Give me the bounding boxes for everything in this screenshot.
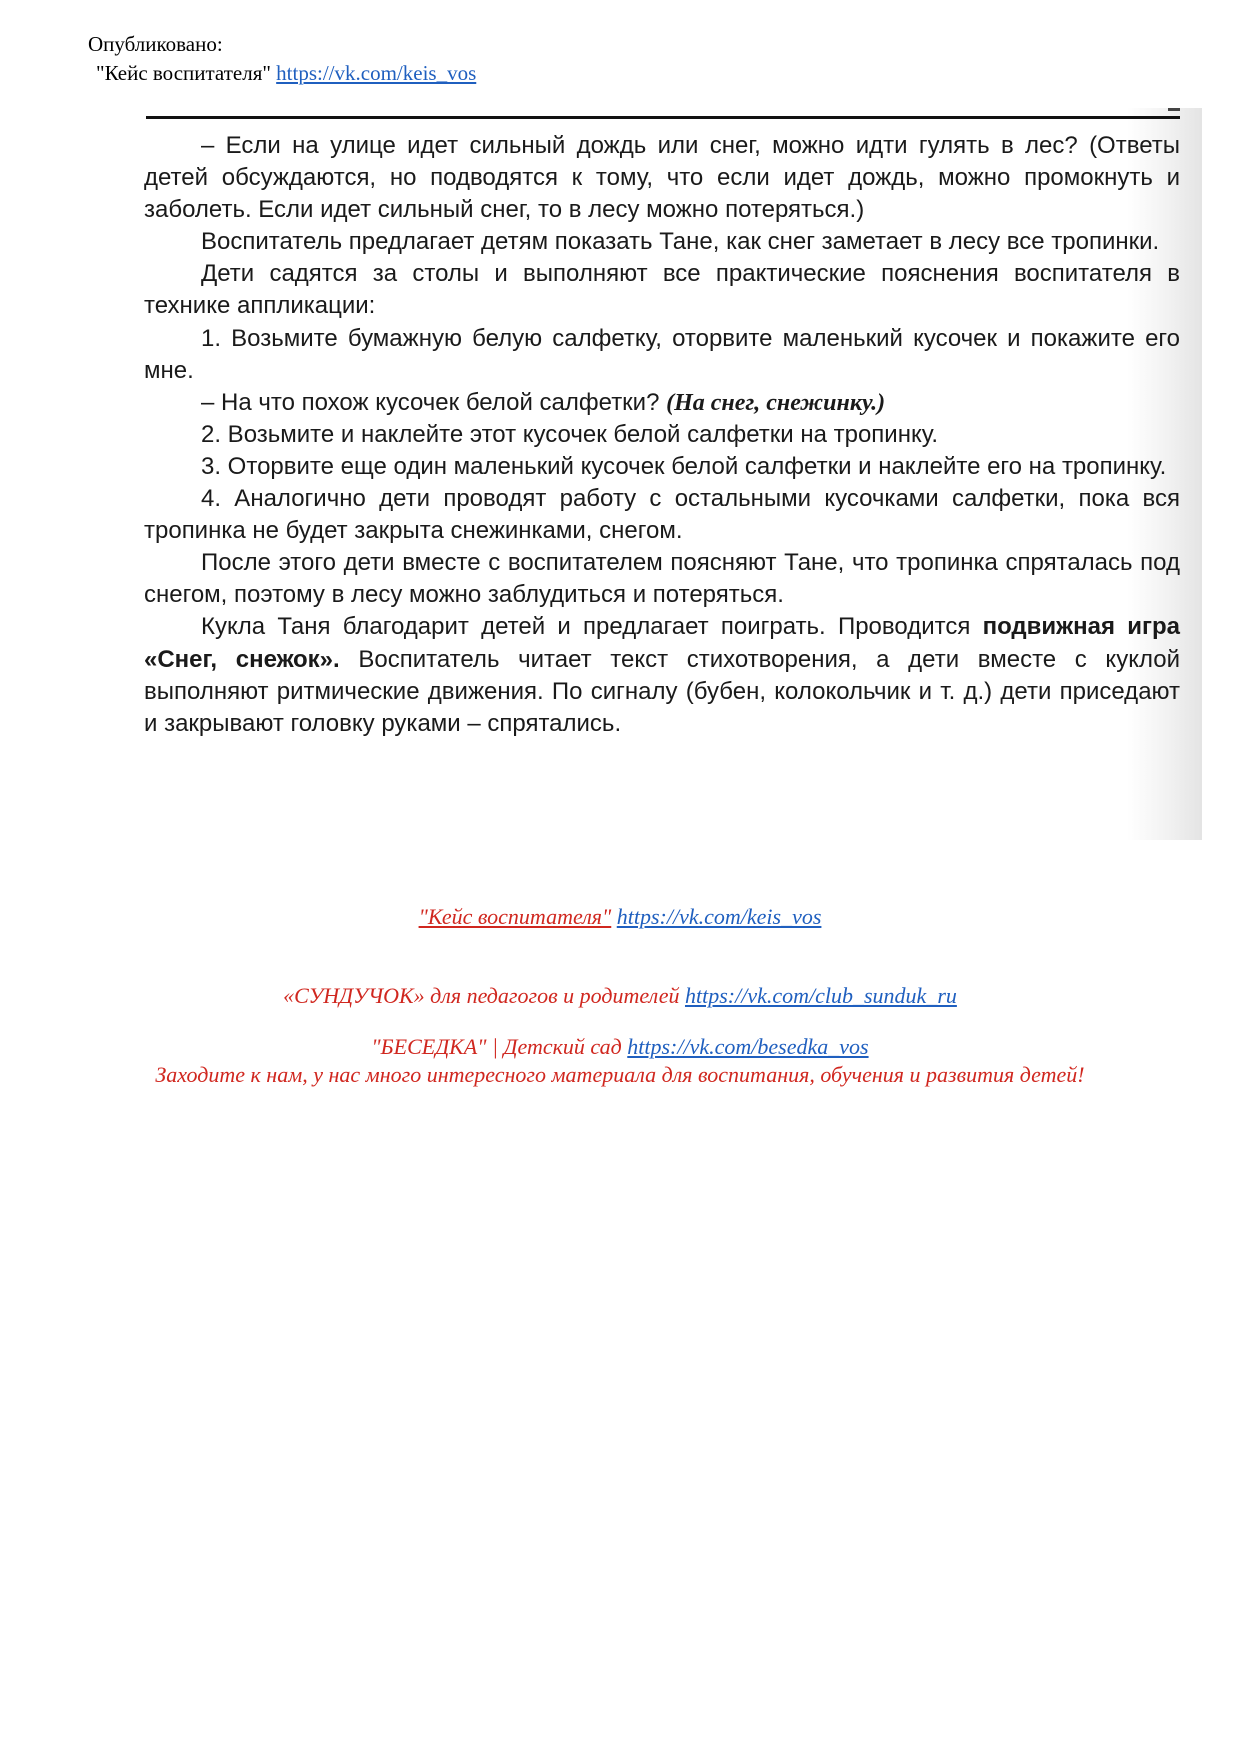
footer-line-keis	[0, 904, 1240, 930]
published-header	[88, 30, 476, 88]
game-label: подвижная игра	[982, 613, 1181, 641]
footer-keis-name: "Кейс воспитателя"	[418, 904, 612, 929]
paragraph: 4. Аналогично дети проводят работу с остальными кусочками салфетки, пока вся тропинка не будет закрыта снежинками, снегом.	[144, 485, 1180, 545]
question-text: – На что похож кусочек белой салфетки?	[201, 388, 660, 416]
page-top-rule	[146, 116, 1180, 119]
paragraph	[144, 611, 1180, 739]
published-source	[88, 59, 476, 88]
page-corner-mark	[1168, 108, 1180, 111]
paragraph: – Если на улице идет сильный дождь или снег, можно идти гулять в лес? (Ответы детей обсуждаются, но подводятся к тому, что если идет дождь, можно промокнуть и заболеть. Если идет сильный снег, то в лесу можно потеряться.)	[144, 132, 1180, 224]
footer-besedka-name: "БЕСЕДКА" | Детский сад	[371, 1034, 622, 1059]
paragraph: 2. Возьмите и наклейте этот кусочек белой салфетки на тропинку.	[201, 420, 938, 448]
published-label: Опубликовано:	[88, 32, 223, 56]
paragraph-start: Кукла Таня благодарит детей и предлагает поиграть. Проводится	[201, 613, 971, 641]
paragraph-end: Воспитатель читает текст стихотворения, а дети вместе с куклой выполняют ритмические движения. По сигналу (бубен, колокольчик и т. д.) дети приседают и закрывают головку руками – спрятались.	[144, 645, 1180, 737]
paragraph: 1. Возьмите бумажную белую салфетку, оторвите маленький кусочек и покажите его мне.	[144, 324, 1180, 384]
scanned-text	[144, 130, 1180, 740]
scanned-book-page	[134, 108, 1202, 840]
footer-line-sunduk	[0, 983, 1240, 1009]
footer-keis-link[interactable]: https://vk.com/keis_vos	[616, 904, 822, 929]
published-site-name: "Кейс воспитателя"	[96, 61, 271, 85]
published-site-link[interactable]: https://vk.com/keis_vos	[276, 61, 477, 85]
paragraph: 3. Оторвите еще один маленький кусочек белой салфетки и наклейте его на тропинку.	[201, 452, 1167, 480]
footer-invitation: Заходите к нам, у нас много интересного материала для воспитания, обучения и развития детей!	[155, 1062, 1085, 1087]
paragraph: После этого дети вместе с воспитателем поясняют Тане, что тропинка спряталась под снегом, поэтому в лесу можно заблудиться и потеряться.	[144, 549, 1180, 609]
footer-sunduk-name: «СУНДУЧОК» для педагогов и родителей	[283, 983, 680, 1008]
paragraph: Дети садятся за столы и выполняют все практические пояснения воспитателя в технике аппликации:	[144, 260, 1180, 320]
paragraph: Воспитатель предлагает детям показать Тане, как снег заметает в лесу все тропинки.	[201, 228, 1160, 256]
footer-line-besedka	[0, 1034, 1240, 1060]
game-name: «Снег, снежок».	[144, 645, 340, 673]
question-answer: (На снег, снежинку.)	[666, 389, 886, 416]
footer-besedka-link[interactable]: https://vk.com/besedka_vos	[627, 1034, 869, 1059]
paragraph	[144, 387, 1180, 419]
footer-sunduk-link[interactable]: https://vk.com/club_sunduk_ru	[684, 983, 957, 1008]
